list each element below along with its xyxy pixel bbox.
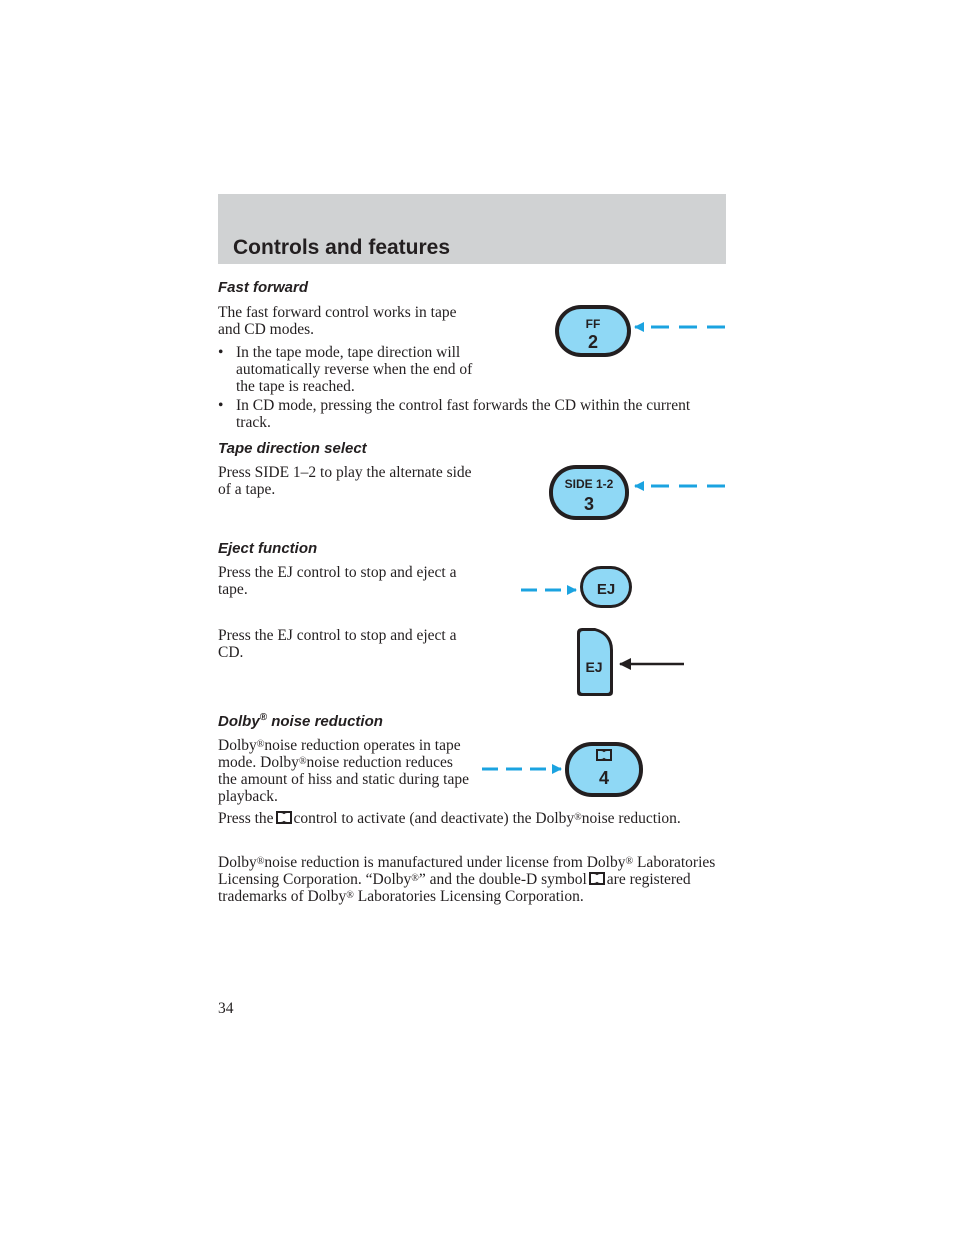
dolby-paragraph-1: Dolby®noise reduction operates in tape mode. Dolby®noise reduction reduces the amount of hiss and static during tape playback. (218, 737, 469, 805)
dolby-number: 4 (598, 768, 610, 788)
ff-label: FF (585, 317, 601, 331)
dolby-paragraph-2: Press the control to activate (and deactivate) the Dolby®noise reduction. (218, 810, 681, 827)
heading-dolby: Dolby® noise reduction (218, 712, 383, 730)
fast-forward-intro: The fast forward control works in tape and CD modes. (218, 304, 457, 338)
tape-direction-body: Press SIDE 1–2 to play the alternate side of a tape. (218, 464, 472, 498)
ej-tape-button (580, 566, 632, 608)
dolby-paragraph-3: Dolby®noise reduction is manufactured under license from Dolby® Laboratories Licensing Corporation. “Dolby®” and the double-D symbol are registered trademarks of Dolby® Laboratories Licensing Corporation. (218, 854, 716, 905)
ej-cd-label: EJ (585, 659, 603, 675)
section-title: Controls and features (233, 236, 451, 259)
double-d-icon (596, 749, 612, 761)
heading-eject: Eject function (218, 540, 318, 557)
ej-tape-label: EJ (596, 581, 616, 598)
side-button (549, 465, 629, 520)
eject-cd-body: Press the EJ control to stop and eject a CD. (218, 627, 457, 661)
dolby-button (565, 742, 643, 797)
ej-cd-button (577, 628, 613, 696)
page-number: 34 (218, 1000, 234, 1017)
side-number: 3 (583, 494, 595, 514)
heading-fast-forward: Fast forward (218, 279, 309, 296)
ff-button (555, 305, 631, 357)
side-label: SIDE 1-2 (564, 477, 614, 491)
eject-tape-body: Press the EJ control to stop and eject a tape. (218, 564, 457, 598)
ff-number: 2 (587, 332, 599, 352)
heading-tape-direction: Tape direction select (218, 440, 367, 457)
